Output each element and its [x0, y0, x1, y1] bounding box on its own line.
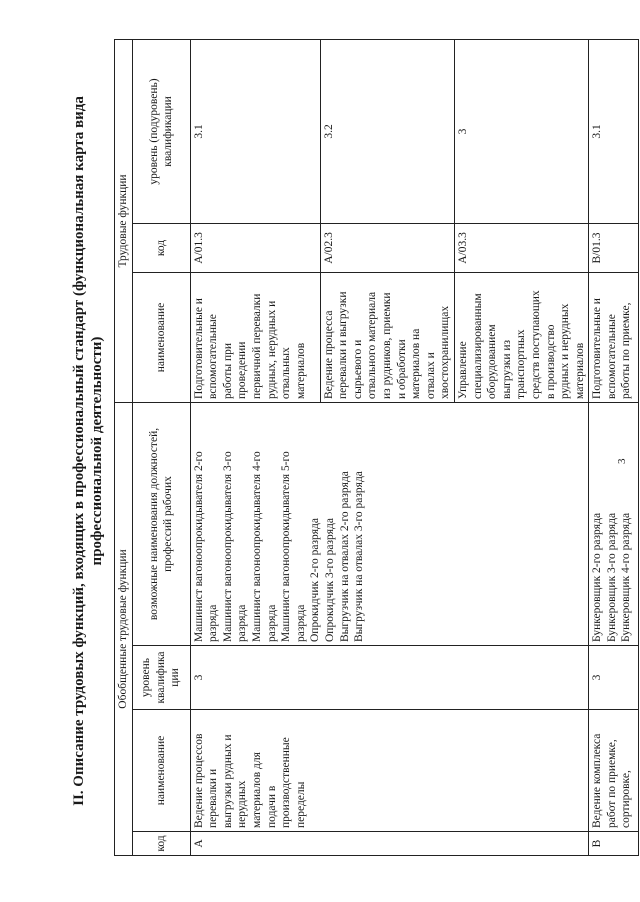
row-a-level: 3: [190, 646, 589, 710]
row-b-name: Ведение комплекса работ по приемке, сортировке,: [589, 710, 639, 832]
row-b-level: 3: [589, 646, 639, 710]
function-code: А/01.3: [190, 223, 320, 272]
function-code: А/03.3: [454, 223, 588, 272]
header-row-1: [115, 39, 133, 855]
header-name: наименование: [132, 710, 190, 832]
title-line-1: II. Описание трудовых функций, входящих в профессиональный стандарт (функциональная карта вида: [71, 96, 87, 806]
function-level: 3: [454, 39, 588, 223]
header-code: код: [132, 832, 190, 856]
function-level: 3.1: [190, 39, 320, 223]
header-level: уровень квалификации: [132, 646, 190, 710]
row-b-positions: Бункеровщик 2-го разряда Бункеровщик 3-го разряда Бункеровщик 4-го разряда: [589, 402, 639, 645]
row-a-code: А: [190, 832, 589, 856]
function-code: В/01.3: [589, 223, 639, 272]
row-b-code: В: [589, 832, 639, 856]
row-a-positions: Машинист вагоноопрокидывателя 2-го разряда Машинист вагоноопрокидывателя 3-го разряда Машинист вагоноопрокидывателя 4-го разряда Машинист вагоноопрокидывателя 5-го разряда Опрокидчик 2-го разряда Опрокидчик 3-го разряда Выгрузчик на отвалах 2-го разряда Выгрузчик на отвалах 3-го разряда: [190, 402, 589, 645]
header-generalized-functions: Обобщенные трудовые функции: [115, 402, 133, 855]
table-row: [190, 39, 320, 855]
section-title: [70, 40, 106, 862]
function-name: Подготовительные и вспомогательные работы при проведении первичной перевалки рудных, нерудных и отвальных материалов: [190, 272, 320, 402]
title-line-2: профессиональной деятельности): [89, 336, 105, 566]
function-level: 3.1: [589, 39, 639, 223]
function-name: Подготовительные и вспомогательные работы по приемке,: [589, 272, 639, 402]
header-function-level: уровень (подуровень) квалификации: [132, 39, 190, 223]
header-function-code: код: [132, 223, 190, 272]
header-function-name: наименование: [132, 272, 190, 402]
header-labor-functions: Трудовые функции: [115, 39, 133, 402]
row-a-name: Ведение процессов перевалки и выгрузки рудных и нерудных материалов для подачи в производственные переделы: [190, 710, 589, 832]
header-row-2: [132, 39, 190, 855]
functional-map-table: [114, 39, 639, 856]
header-positions: возможные наименования должностей, профессий рабочих: [132, 402, 190, 645]
function-level: 3.2: [320, 39, 454, 223]
function-name: Управление специализированным оборудованием выгрузки из транспортных средств поступающих в производство рудных и нерудных материалов: [454, 272, 588, 402]
page-number: 3: [616, 458, 628, 464]
function-name: Ведение процесса перевалки и выгрузки сырьевого и отвального материала из рудников, приемки и обработки материалов на отвалах и хвостохранилищах: [320, 272, 454, 402]
function-code: А/02.3: [320, 223, 454, 272]
table-row: [589, 39, 639, 855]
